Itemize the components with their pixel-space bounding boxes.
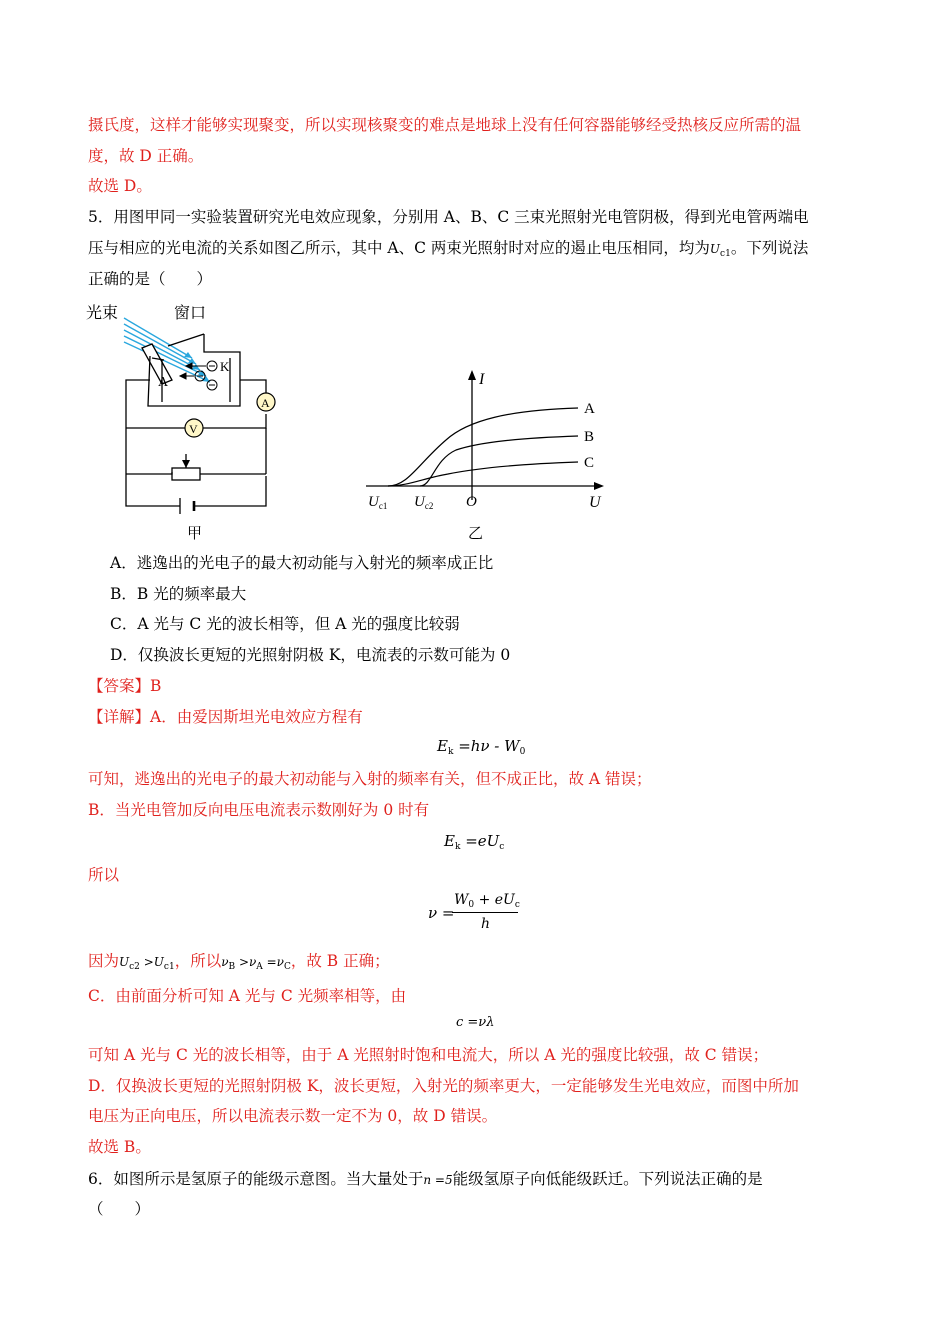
circuit-wires [126,380,266,514]
equation-1: $E_k =h\nu - W_0$ [437,737,526,757]
option-a: A．逃逸出的光电子的最大初动能与入射光的频率成正比 [110,554,494,572]
detail-line: 可知，逃逸出的光电子的最大初动能与入射的频率有关，但不成正比，故 A 错误； [88,770,652,788]
detail-line: 故选 B。 [88,1138,151,1156]
axis-x-label: U [589,494,601,511]
detail-line: 所以 [88,866,120,884]
detail-line: D．仅换波长更短的光照射阴极 K，波长更短，入射光的频率更大，一定能够发生光电效应，而图中所加 [88,1077,799,1095]
label-beam: 光束 [86,305,119,322]
curve-c-label: C [584,455,595,471]
text: 压与相应的光电流的关系如图乙所示，其中 A、C 两束光照射时对应的遏止电压相同，均为 [88,239,710,257]
detail-intro: 【详解】A．由爱因斯坦光电效应方程有 [88,708,363,726]
curve-a [388,408,578,486]
caption-jia: 甲 [187,526,203,542]
question-6-line: 6．如图所示是氢原子的能级示意图。当大量处于n =5能级氢原子向低能级跃迁。下列说法正确的是 [88,1170,763,1188]
label-window: 窗口 [174,305,207,322]
math-uc1: $U_{c1}$ [709,242,731,259]
text-line: 故选 D。 [88,177,152,195]
question-5-line: 5．用图甲同一实验装置研究光电效应现象，分别用 A、B、C 三束光照射光电管阴极，得到光电管两端电 [88,208,809,226]
detail-line: B．当光电管加反向电压电流表示数刚好为 0 时有 [88,801,430,819]
caption-yi: 乙 [468,526,484,542]
figure-iu-curve [360,360,620,550]
svg-text:V: V [189,422,198,436]
curve-a-label: A [584,401,595,417]
label-cathode: K [220,359,230,374]
detail-line: 可知 A 光与 C 光的波长相等，由于 A 光照射时饱和电流大，所以 A 光的强度比较强，故 C 错误； [88,1046,769,1064]
detail-line: 因为$U_{c2} >U_{c1}$，所以$\nu_B >\nu_A =\nu_C$，故 B 正确； [88,952,390,972]
question-5-line: 正确的是（ ） [88,270,213,288]
svg-text:A: A [261,396,270,410]
detail-line: 电压为正向电压，所以电流表示数一定不为 0，故 D 错误。 [88,1107,498,1125]
curve-c [388,462,578,486]
question-6-line: （ ） [88,1200,151,1218]
equation-2: $E_k =eU_c$ [444,832,505,852]
axis-y-label: I [479,371,485,388]
curve-b-label: B [584,429,595,445]
equation-4: c =νλ [456,1015,495,1030]
option-b: B．B 光的频率最大 [110,585,247,603]
detail-line: C．由前面分析可知 A 光与 C 光频率相等，由 [88,987,407,1005]
text-line: 摄氏度，这样才能够实现聚变，所以实现核聚变的难点是地球上没有任何容器能够经受热核反应所需的温 [88,116,802,134]
option-c: C．A 光与 C 光的波长相等，但 A 光的强度比较弱 [110,615,460,633]
uc2-label: $U_{c2}$ [414,494,434,511]
curve-b [420,436,578,486]
equation-3: ν = $W_0 + eU_c$ h [428,892,520,932]
text-line: 度，故 D 正确。 [88,147,204,165]
question-5-line [88,238,808,264]
origin-label: O [466,494,477,510]
uc1-label: $U_{c1}$ [368,494,388,511]
text: 。下列说法 [730,239,809,257]
figure-circuit [80,296,290,546]
label-anode: A [158,375,169,390]
option-d: D．仅换波长更短的光照射阴极 K，电流表的示数可能为 0 [110,646,511,664]
answer: 【答案】B [88,677,162,695]
